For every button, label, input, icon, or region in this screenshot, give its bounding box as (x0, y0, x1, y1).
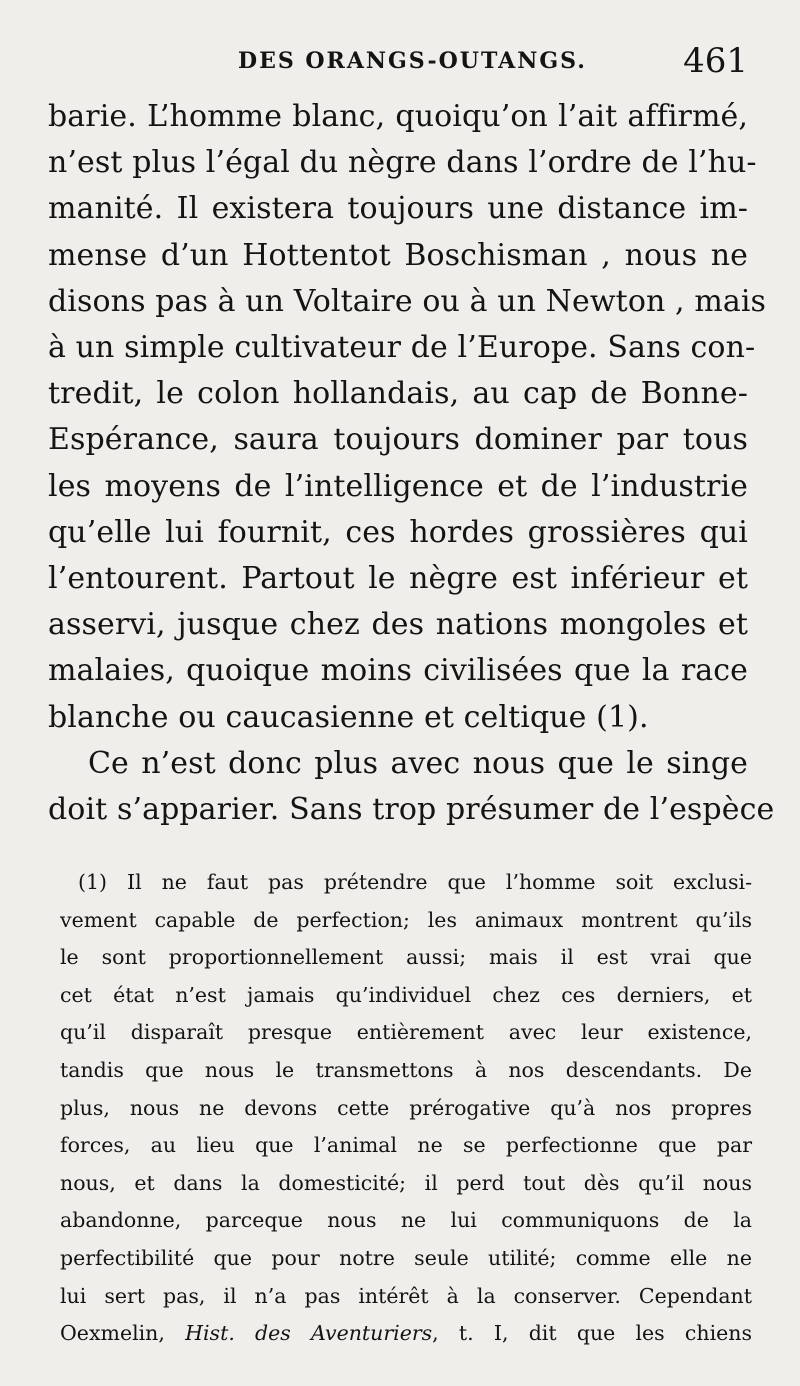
text-line: Ce n’est donc plus avec nous que le singe (88, 745, 748, 781)
text-line: barie. L’homme blanc, quoiqu’on l’ait affirmé, (48, 99, 748, 134)
page-header (48, 41, 748, 84)
text-line: mense d’un Hottentot Boschisman , nous ne (48, 237, 748, 273)
footnote-line: plus, nous ne devons cette prérogative qu’à nos propres (60, 1095, 752, 1120)
body-text (48, 94, 775, 833)
text-line: asservi, jusque chez des nations mongoles et (48, 607, 748, 643)
text-line: blanche ou caucasienne et celtique (1). (48, 699, 649, 735)
text-line: doit s’apparier. Sans trop présumer de l’espèce (48, 792, 775, 828)
footnote-book-title: Hist. des Aventuriers (185, 1321, 433, 1346)
footnote-text: Oexmelin, (60, 1321, 186, 1346)
footnote-line: qu’il disparaît presque entièrement avec leur existence, (60, 1020, 752, 1045)
text-line: Espérance, saura toujours dominer par tous (48, 422, 748, 458)
footnote-last-line (60, 1315, 752, 1353)
footnote-text: , t. I, dit que les chiens (432, 1321, 753, 1346)
footnote-line: forces, au lieu que l’animal ne se perfectionne que par (60, 1133, 752, 1158)
text-line: qu’elle lui fournit, ces hordes grossières qui (48, 514, 748, 550)
footnote-line: tandis que nous le transmettons à nos descendants. De (60, 1057, 752, 1082)
footnote-line: nous, et dans la domesticité; il perd tout dès qu’il nous (60, 1170, 752, 1195)
footnote (60, 864, 752, 1353)
page-number: 461 (683, 41, 748, 81)
footnote-line: (1) Il ne faut pas prétendre que l’homme soit exclusi- (78, 870, 752, 894)
text-line: manité. Il existera toujours une distance im- (48, 191, 748, 227)
footnote-line: vement capable de perfection; les animaux montrent qu’ils (60, 907, 752, 932)
text-line: tredit, le colon hollandais, au cap de Bonne- (48, 376, 748, 412)
text-line: les moyens de l’intelligence et de l’industrie (48, 468, 748, 504)
text-line: l’entourent. Partout le nègre est inférieur et (48, 561, 748, 597)
footnote-line: perfectibilité que pour notre seule utilité; comme elle ne (60, 1245, 752, 1270)
footnote-line: le sont proportionnellement aussi; mais il est vrai que (60, 945, 752, 970)
footnote-line: lui sert pas, il n’a pas intérêt à la conserver. Cependant (60, 1283, 752, 1308)
text-line: n’est plus l’égal du nègre dans l’ordre de l’hu- (48, 145, 757, 181)
footnote-line: abandonne, parceque nous ne lui communiquons de la (60, 1208, 752, 1233)
text-line: malaies, quoique moins civilisées que la race (48, 653, 748, 689)
running-head: DES ORANGS-OUTANGS. (238, 48, 587, 74)
footnote-line: cet état n’est jamais qu’individuel chez ces derniers, et (60, 982, 752, 1007)
text-line: à un simple cultivateur de l’Europe. Sans con- (48, 330, 756, 366)
text-line: disons pas à un Voltaire ou à un Newton , mais (48, 283, 767, 319)
